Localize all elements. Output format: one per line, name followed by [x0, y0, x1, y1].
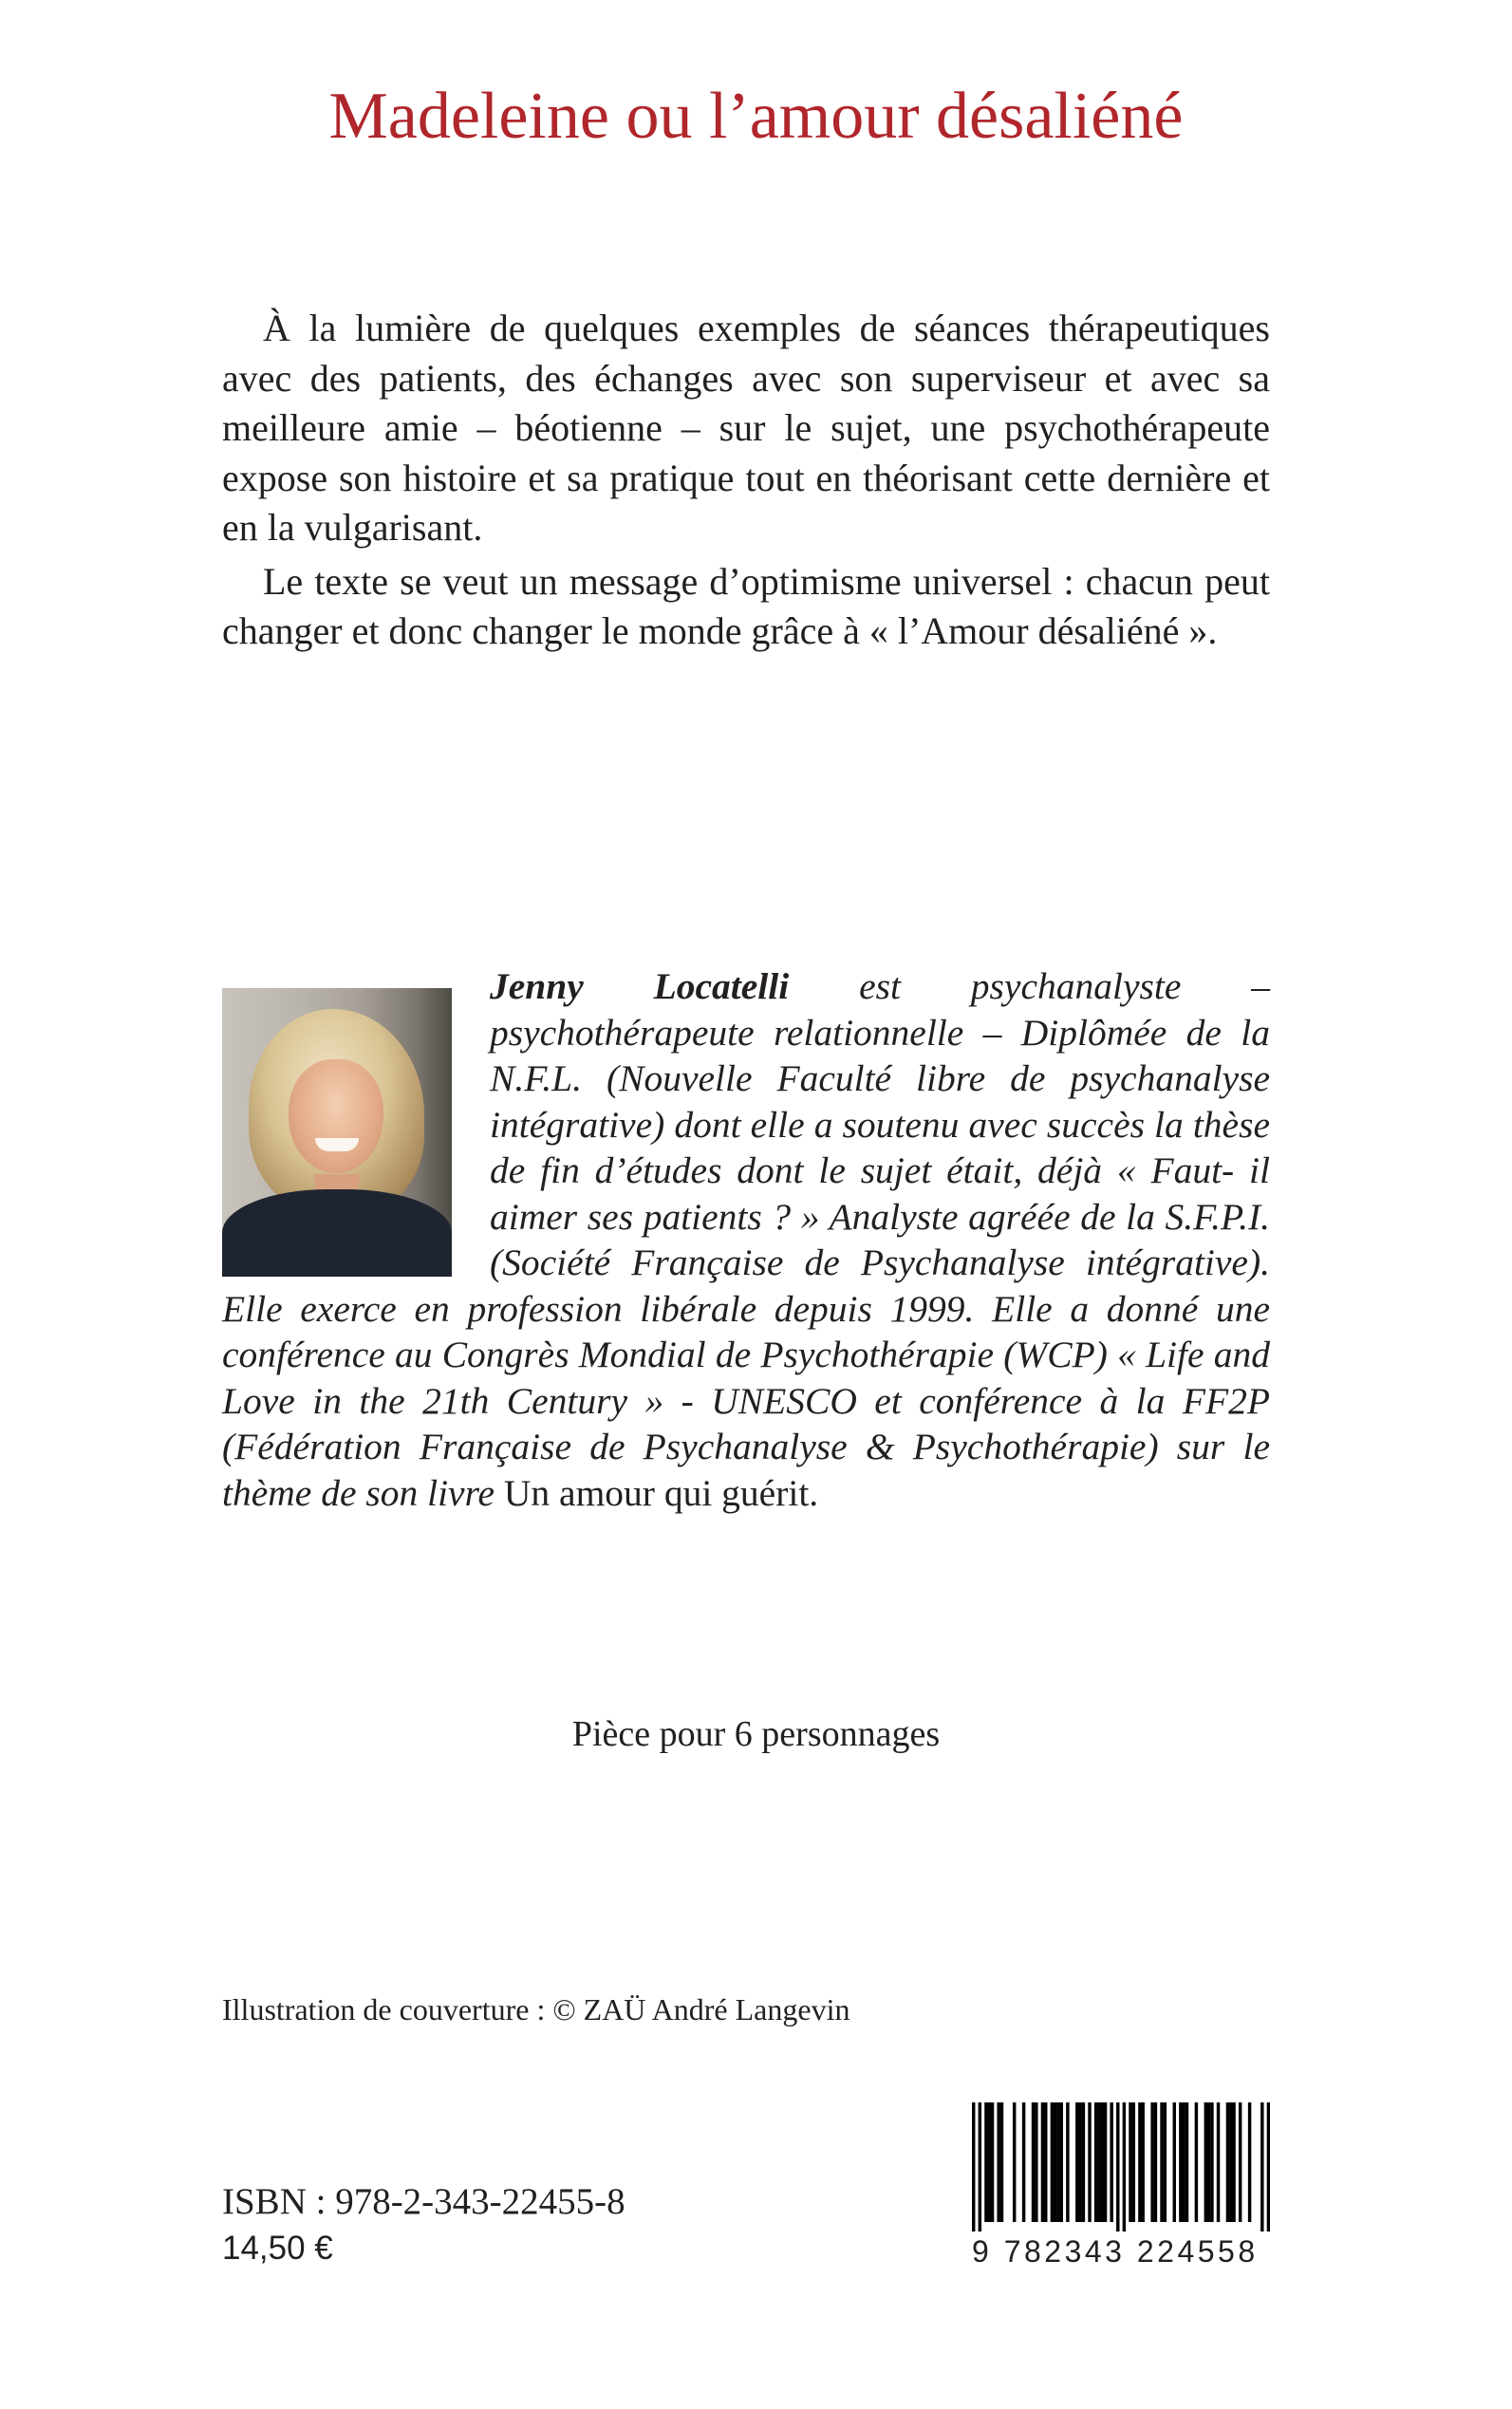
barcode-bar	[1097, 2102, 1100, 2222]
barcode-bar	[1110, 2102, 1112, 2222]
barcode-bar	[984, 2102, 987, 2222]
barcode-bar	[1056, 2102, 1059, 2222]
barcode-bar	[1154, 2102, 1157, 2222]
author-biography	[222, 963, 1270, 1516]
barcode-block	[972, 2102, 1270, 2273]
barcode-bar	[997, 2102, 999, 2222]
barcode-bar	[1160, 2102, 1163, 2222]
barcode-bar	[1013, 2102, 1016, 2222]
barcode-bar	[1185, 2102, 1188, 2222]
back-cover-blurb	[222, 304, 1270, 657]
barcode-bar	[979, 2102, 981, 2232]
barcode-bar	[1032, 2102, 1035, 2222]
author-name: Jenny Locatelli	[490, 965, 790, 1007]
barcode-bar	[1229, 2102, 1232, 2222]
barcode-bar	[1035, 2102, 1037, 2222]
barcode-bar	[1267, 2102, 1270, 2232]
barcode-bar	[1041, 2102, 1044, 2222]
barcode-bar	[1116, 2102, 1119, 2232]
barcode-bar	[1138, 2102, 1141, 2222]
barcode-bar	[1173, 2102, 1176, 2222]
blurb-paragraph-1: À la lumière de quelques exemples de séances thérapeutiques avec des patients, des échanges avec son superviseur et avec sa meilleure amie – béotienne – sur le sujet, une psychothérapeute expose son histoire et sa pratique tout en théorisant cette dernière et en la vulgarisant.	[222, 307, 1270, 549]
barcode-bar	[1094, 2102, 1097, 2222]
barcode-bar	[988, 2102, 991, 2222]
barcode-bar	[1182, 2102, 1185, 2222]
author-bio-text: est psychanalyste – psychothérapeute relationnelle – Diplômée de la N.F.L. (Nouvelle Faculté libre de psychanalyse intégrative) dont elle a soutenu avec succès la thèse de fin d’études dont le sujet était, déjà « Faut- il aimer ses patients ? » Analyste agréée de la S.F.P.I. (Société Française de Psychanalyse intégrative). Elle exerce en profession libérale depuis 1999. Elle a donné une conférence au Congrès Mondial de Psychothérapie (WCP) « Life and Love in the 21th Century » - UNESCO et conférence à la FF2P (Fédération Française de Psychanalyse & Psychothérapie) sur le thème de son livre	[222, 965, 1270, 1514]
barcode-bar	[1000, 2102, 1003, 2222]
barcode-bar	[1141, 2102, 1144, 2222]
book-title: Madeleine ou l’amour désaliéné	[328, 80, 1184, 153]
barcode-bar	[1022, 2102, 1025, 2222]
barcode-bar	[1132, 2102, 1135, 2222]
barcode-bar	[1204, 2102, 1207, 2222]
barcode-graphic	[972, 2102, 1270, 2232]
barcode-bar	[1239, 2102, 1241, 2222]
genre-line: Pièce pour 6 personnages	[571, 1714, 941, 1754]
barcode-bar	[1051, 2102, 1054, 2222]
barcode-bar	[1232, 2102, 1235, 2222]
barcode-bar	[1044, 2102, 1047, 2222]
barcode-bar	[1179, 2102, 1182, 2222]
barcode-bar	[1075, 2102, 1078, 2222]
barcode-bar	[1101, 2102, 1104, 2222]
blurb-paragraph-2: Le texte se veut un message d’optimisme universel : chacun peut changer et donc changer le monde grâce à « l’Amour désaliéné ».	[222, 559, 1270, 652]
barcode-bar	[1066, 2102, 1069, 2222]
related-book-title: Un amour qui guérit.	[503, 1471, 819, 1514]
barcode-bar	[1195, 2102, 1198, 2222]
price-text: 14,50 €	[222, 2230, 333, 2267]
barcode-bar	[972, 2102, 975, 2232]
barcode-bar	[1207, 2102, 1210, 2222]
barcode-bar	[1060, 2102, 1063, 2222]
barcode-bar	[1123, 2102, 1126, 2232]
barcode-bar	[1082, 2102, 1085, 2222]
author-photo	[222, 988, 452, 1277]
barcode-bar	[1226, 2102, 1229, 2222]
barcode-bar	[1217, 2102, 1220, 2222]
barcode-bar	[1078, 2102, 1081, 2222]
barcode-bar	[1129, 2102, 1131, 2222]
barcode-bar	[991, 2102, 994, 2222]
barcode-bar	[1150, 2102, 1153, 2222]
barcode-bar	[1164, 2102, 1167, 2222]
barcode-digits: 9 782343 224558	[972, 2234, 1259, 2269]
isbn-text: ISBN : 978-2-343-22455-8	[222, 2181, 625, 2222]
barcode-bar	[1088, 2102, 1091, 2222]
barcode-bar	[1248, 2102, 1251, 2222]
cover-illustration-credit: Illustration de couverture : © ZAÜ André Langevin	[222, 1992, 850, 2026]
barcode-bar	[1260, 2102, 1263, 2232]
barcode-bar	[1054, 2102, 1056, 2222]
barcode-bar	[1104, 2102, 1107, 2222]
barcode-bar	[1210, 2102, 1213, 2222]
